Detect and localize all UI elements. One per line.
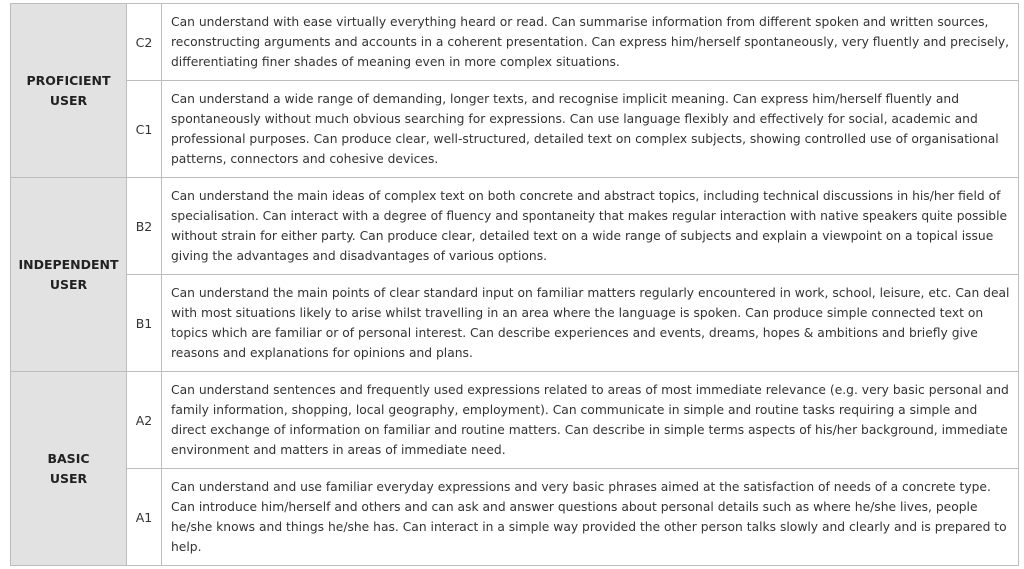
level-description: Can understand a wide range of demanding, longer texts, and recognise implicit meaning. Can express him/herself fluently and spontaneously without much obvious searching for expressions. Can use language flexibly and effectively for social, academic and professional purposes. Can produce clear, well-structured, detailed text on complex subjects, showing controlled use of organisational patterns, connectors and cohesive devices.	[162, 81, 1019, 178]
table-row	[11, 81, 1019, 178]
group-label: USER	[49, 470, 88, 486]
level-description: Can understand the main points of clear standard input on familiar matters regularly encountered in work, school, leisure, etc. Can deal with most situations likely to arise whilst travelling in an area where the language is spoken. Can produce simple connected text on topics which are familiar or of personal interest. Can describe experiences and events, dreams, hopes & ambitions and briefly give reasons and explanations for opinions and plans.	[162, 275, 1019, 372]
level-code: A1	[127, 469, 162, 566]
level-code: C2	[127, 4, 162, 81]
table-row	[11, 372, 1019, 469]
table-row	[11, 275, 1019, 372]
level-code: B1	[127, 275, 162, 372]
cefr-levels-table	[10, 3, 1019, 566]
table-row	[11, 4, 1019, 81]
level-code: B2	[127, 178, 162, 275]
group-proficient-user	[11, 4, 127, 178]
level-description: Can understand sentences and frequently used expressions related to areas of most immediate relevance (e.g. very basic personal and family information, shopping, local geography, employment). Can communicate in simple and routine tasks requiring a simple and direct exchange of information on familiar and routine matters. Can describe in simple terms aspects of his/her background, immediate environment and matters in areas of immediate need.	[162, 372, 1019, 469]
level-code: C1	[127, 81, 162, 178]
table-row	[11, 178, 1019, 275]
group-basic-user	[11, 372, 127, 566]
group-label: PROFICIENT	[26, 72, 111, 88]
group-label: BASIC	[47, 450, 90, 466]
table-row	[11, 469, 1019, 566]
level-description: Can understand the main ideas of complex text on both concrete and abstract topics, including technical discussions in his/her field of specialisation. Can interact with a degree of fluency and spontaneity that makes regular interaction with native speakers quite possible without strain for either party. Can produce clear, detailed text on a wide range of subjects and explain a viewpoint on a topical issue giving the advantages and disadvantages of various options.	[162, 178, 1019, 275]
group-label: USER	[49, 276, 88, 292]
level-description: Can understand and use familiar everyday expressions and very basic phrases aimed at the satisfaction of needs of a concrete type. Can introduce him/herself and others and can ask and answer questions about personal details such as where he/she lives, people he/she knows and things he/she has. Can interact in a simple way provided the other person talks slowly and clearly and is prepared to help.	[162, 469, 1019, 566]
level-description: Can understand with ease virtually everything heard or read. Can summarise information from different spoken and written sources, reconstructing arguments and accounts in a coherent presentation. Can express him/herself spontaneously, very fluently and precisely, differentiating finer shades of meaning even in more complex situations.	[162, 4, 1019, 81]
level-code: A2	[127, 372, 162, 469]
group-label: INDEPENDENT	[18, 256, 119, 272]
group-independent-user	[11, 178, 127, 372]
group-label: USER	[49, 92, 88, 108]
